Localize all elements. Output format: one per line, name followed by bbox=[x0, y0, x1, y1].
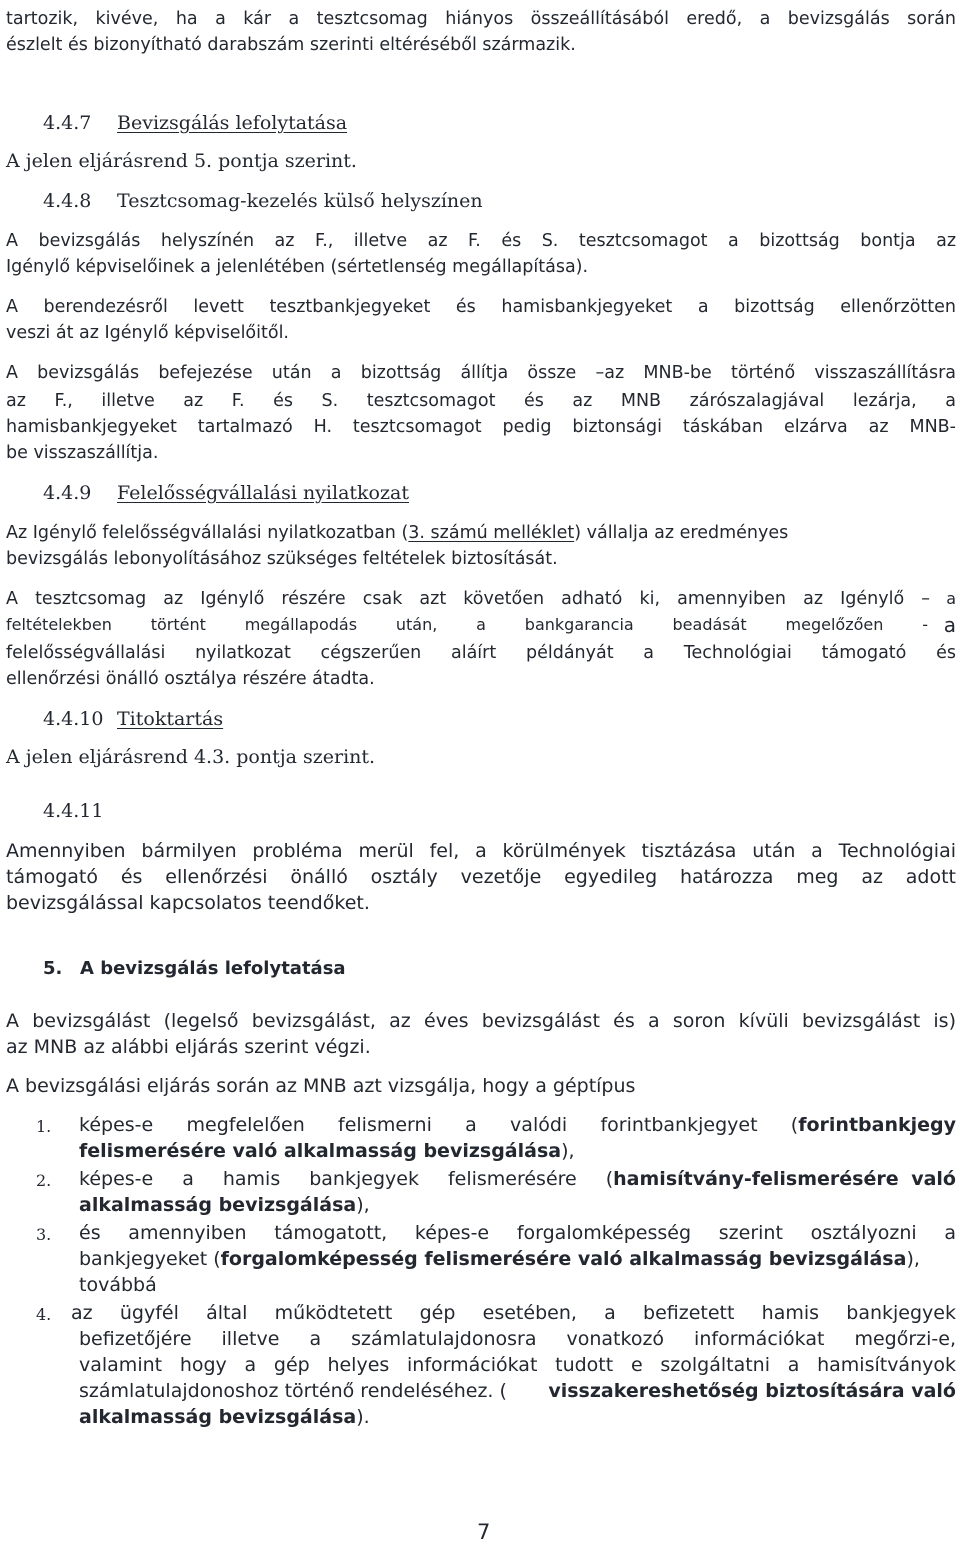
section-4-4-7-title: Bevizsgálás lefolytatása bbox=[117, 112, 348, 134]
list-item-1-end: ), bbox=[561, 1140, 575, 1162]
list-item-2-number: 2. bbox=[36, 1171, 52, 1190]
list-item-4-line-2: befizetőjére illetve a számlatulajdonosra vonatkozó információkat megőrzi-e, bbox=[79, 1328, 956, 1350]
s449-p1-line-2: bevizsgálás lebonyolításához szükséges feltételek biztosítását. bbox=[6, 549, 558, 569]
list-item-2-bold-2: alkalmasság bevizsgálása bbox=[79, 1194, 357, 1216]
s448-p3-line-2: az F., illetve az F. és S. tesztcsomagot és az MNB zárószalagjával lezárja, a bbox=[6, 391, 956, 411]
list-item-3-line-3: továbbá bbox=[79, 1274, 157, 1296]
list-item-1-line-2 bbox=[79, 1140, 575, 1162]
section-4-4-9-number: 4.4.9 bbox=[43, 482, 92, 504]
list-item-4-bold: visszakereshetőség biztosítására való bbox=[548, 1380, 956, 1402]
s449-p2-line-1-text: A tesztcsomag az Igénylő részére csak azt követően adható ki, amennyiben az Igénylő – bbox=[6, 589, 930, 609]
s4411-line-3: bevizsgálással kapcsolatos teendőket. bbox=[6, 892, 370, 914]
list-item-2-end: ), bbox=[356, 1194, 370, 1216]
list-item-4-line-3: valamint hogy a gép helyes információkat tudott e szolgáltatni a hamisítványok bbox=[79, 1354, 956, 1376]
list-item-4-text: számlatulajdonoshoz történő rendeléséhez. ( bbox=[79, 1380, 507, 1402]
list-item-4-end: ). bbox=[356, 1406, 370, 1428]
list-item-2-line-1 bbox=[79, 1168, 956, 1190]
s5-p1-line-1: A bevizsgálást (legelső bevizsgálást, az éves bevizsgálást és a soron kívüli bevizsgálást is) bbox=[6, 1010, 956, 1032]
s5-p2: A bevizsgálási eljárás során az MNB azt vizsgálja, hogy a géptípus bbox=[6, 1075, 636, 1097]
s449-p2-line-4: ellenőrzési önálló osztálya részére átadta. bbox=[6, 669, 375, 689]
list-item-1-number: 1. bbox=[36, 1117, 52, 1136]
s4411-line-1: Amennyiben bármilyen probléma merül fel, a körülmények tisztázása után a Technológiai bbox=[6, 840, 956, 862]
s4411-line-2: támogató és ellenőrzési önálló osztály vezetője egyedileg határozza meg az adott bbox=[6, 866, 956, 888]
section-4-4-7-number: 4.4.7 bbox=[43, 112, 92, 134]
s5-p1-line-2: az MNB az alábbi eljárás szerint végzi. bbox=[6, 1036, 371, 1058]
section-5-title: A bevizsgálás lefolytatása bbox=[80, 958, 346, 979]
page-number: 7 bbox=[477, 1520, 491, 1544]
list-item-3-line-1: és amennyiben támogatott, képes-e forgalomképesség szerint osztályozni a bbox=[79, 1222, 956, 1244]
list-item-1-line-1 bbox=[79, 1114, 956, 1136]
annex-3-link[interactable]: 3. számú melléklet bbox=[408, 523, 575, 543]
list-item-3-end: ), bbox=[906, 1248, 920, 1270]
list-item-3-number: 3. bbox=[36, 1225, 52, 1244]
list-item-4-line-1: az ügyfél által működtetett gép esetében, a befizetett hamis bankjegyek bbox=[71, 1302, 956, 1324]
section-4-4-10-title: Titoktartás bbox=[117, 708, 224, 730]
s448-p1-line-2: Igénylő képviselőinek a jelenlétében (sértetlenség megállapítása). bbox=[6, 257, 589, 277]
s448-p1-line-1: A bevizsgálás helyszínén az F., illetve az F. és S. tesztcsomagot a bizottság bontja az bbox=[6, 231, 956, 251]
list-item-1-text: képes-e megfelelően felismerni a valódi forintbankjegyet ( bbox=[79, 1114, 799, 1136]
section-4-4-7-text: A jelen eljárásrend 5. pontja szerint. bbox=[6, 150, 357, 172]
s448-p2-line-1: A berendezésről levett tesztbankjegyeket és hamisbankjegyeket a bizottság ellenőrzötten bbox=[6, 297, 956, 317]
s449-p2-line-2 bbox=[6, 614, 956, 636]
s449-p1-line-1 bbox=[6, 522, 956, 544]
list-item-2-line-2 bbox=[79, 1194, 370, 1216]
list-item-2-bold: hamisítvány-felismerésére való bbox=[613, 1168, 956, 1190]
list-item-1-bold: forintbankjegy bbox=[798, 1114, 956, 1136]
list-item-3-bold: forgalomképesség felismerésére való alkalmasság bevizsgálása bbox=[220, 1248, 907, 1270]
s448-p3-line-4: be visszaszállítja. bbox=[6, 443, 159, 463]
s449-p2-line-1 bbox=[6, 588, 956, 610]
list-item-3-text: bankjegyeket ( bbox=[79, 1248, 221, 1270]
section-4-4-10-number: 4.4.10 bbox=[43, 708, 104, 730]
section-5-number: 5. bbox=[43, 958, 63, 979]
s449-p2-line-2-end: a bbox=[943, 613, 956, 637]
s448-p3-line-1: A bevizsgálás befejezése után a bizottság állítja össze –az MNB-be történő visszaszállításra bbox=[6, 363, 956, 383]
list-item-4-line-5 bbox=[79, 1406, 370, 1428]
section-4-4-8-number: 4.4.8 bbox=[43, 190, 92, 212]
s449-p2-line-3: felelősségvállalási nyilatkozat cégszerűen aláírt példányát a Technológiai támogató és bbox=[6, 643, 956, 663]
list-item-4-line-4 bbox=[79, 1380, 956, 1402]
s449-p1-text-a: Az Igénylő felelősségvállalási nyilatkozatban ( bbox=[6, 523, 409, 543]
list-item-3-line-2 bbox=[79, 1248, 956, 1270]
s449-p1-text-c: ) vállalja az eredményes bbox=[574, 523, 789, 543]
list-item-4-number: 4. bbox=[36, 1305, 52, 1324]
section-4-4-9-title: Felelősségvállalási nyilatkozat bbox=[117, 482, 409, 504]
intro-line-1: tartozik, kivéve, ha a kár a tesztcsomag hiányos összeállításából eredő, a bevizsgálás során bbox=[6, 9, 956, 29]
s449-p2-line-2-text: feltételekben történt megállapodás után, a bankgarancia beadását megelőzően - bbox=[6, 615, 928, 634]
section-4-4-10-text: A jelen eljárásrend 4.3. pontja szerint. bbox=[6, 746, 376, 768]
section-4-4-8-title: Tesztcsomag-kezelés külső helyszínen bbox=[117, 190, 483, 212]
s448-p2-line-2: veszi át az Igénylő képviselőitől. bbox=[6, 323, 289, 343]
list-item-1-bold-2: felismerésére való alkalmasság bevizsgálása bbox=[79, 1140, 562, 1162]
section-4-4-11-number: 4.4.11 bbox=[43, 800, 104, 822]
s449-p2-line-1-end: a bbox=[946, 589, 956, 608]
list-item-2-text: képes-e a hamis bankjegyek felismerésére ( bbox=[79, 1168, 614, 1190]
s448-p3-line-3: hamisbankjegyeket tartalmazó H. tesztcsomagot pedig biztonsági táskában elzárva az MNB- bbox=[6, 417, 956, 437]
list-item-4-bold-2: alkalmasság bevizsgálása bbox=[79, 1406, 357, 1428]
intro-line-2: észlelt és bizonyítható darabszám szerinti eltéréséből származik. bbox=[6, 35, 576, 55]
